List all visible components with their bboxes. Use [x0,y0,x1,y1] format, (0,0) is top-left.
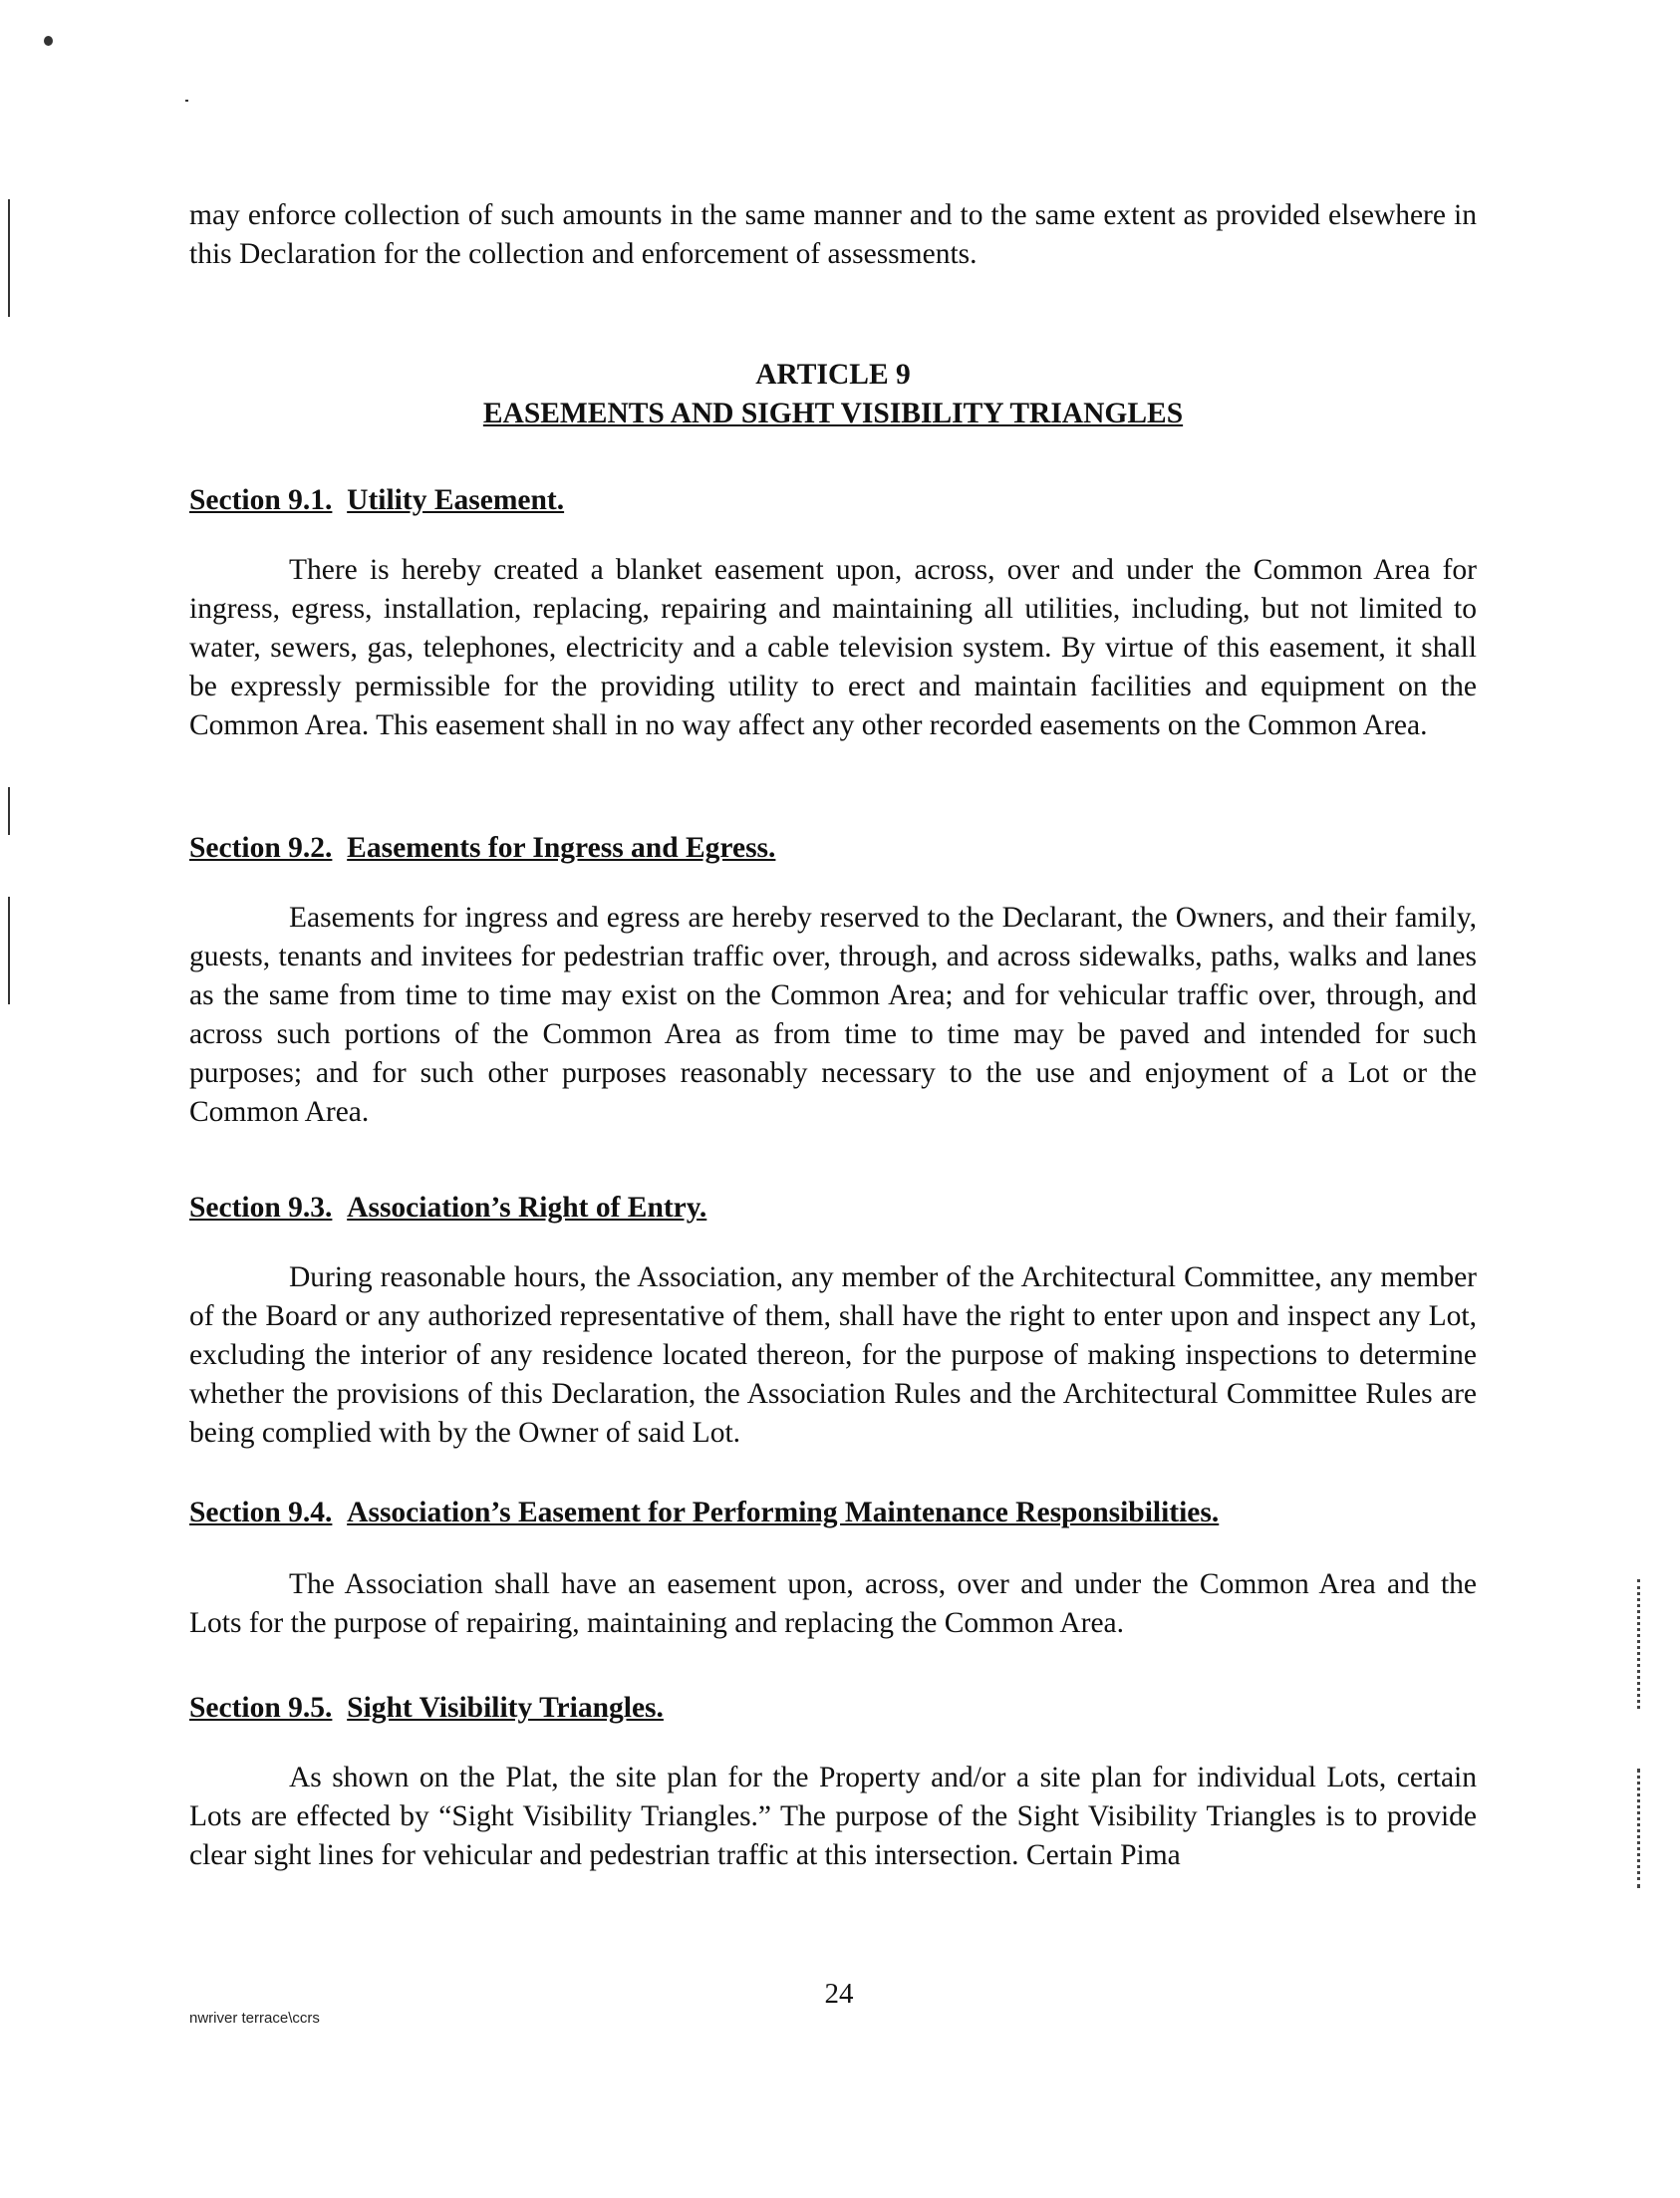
section-heading-9-2 [189,830,1485,866]
section-heading-9-1 [189,482,1485,518]
intro-paragraph: may enforce collection of such amounts in the same manner and to the same extent as provided elsewhere in this Declaration for the collection and enforcement of assessments. [189,199,1477,270]
section-title: Utility Easement. [347,484,565,516]
page-number: 24 [824,1978,854,2010]
margin-bar [8,897,10,1004]
article-header [189,356,1477,433]
section-title: Sight Visibility Triangles. [347,1692,664,1724]
section-body-9-3: During reasonable hours, the Association, any member of the Architectural Committee, any member of the Board or any authorized representative of them, shall have the right to enter upon and inspect any Lot, excluding the interior of any residence located thereon, for the purpose of making inspections to determine whether the provisions of this Declaration, the Association Rules and the Architectural Committee Rules are being complied with by the Owner of said Lot. [189,1261,1477,1449]
footer-file-path: nwriver terrace\ccrs [189,2010,320,2027]
article-title: EASEMENTS AND SIGHT VISIBILITY TRIANGLES [482,398,1184,429]
recording-stamp-mark [1629,1579,1653,1709]
section-heading-9-3 [189,1190,1485,1226]
section-body-9-4: The Association shall have an easement upon, across, over and under the Common Area and the Lots for the purpose of repairing, maintaining and replacing the Common Area. [189,1568,1477,1639]
section-title: Easements for Ingress and Egress. [347,832,776,864]
margin-bar [8,787,10,835]
section-label: Section 9.5. [189,1692,333,1724]
section-label: Section 9.1. [189,484,333,516]
section-title: Association’s Right of Entry. [347,1192,707,1224]
section-body-9-2: Easements for ingress and egress are hereby reserved to the Declarant, the Owners, and their family, guests, tenants and invitees for pedestrian traffic over, through, and across sidewalks, paths, walks and lanes as the same from time to time may exist on the Common Area; and for vehicular traffic over, through, and across such portions of the Common Area as from time to time may be paved and intended for such purposes; and for such other purposes reasonably necessary to the use and enjoyment of a Lot or the Common Area. [189,902,1477,1128]
scan-speck [185,100,188,102]
article-number: ARTICLE 9 [755,359,911,391]
section-body-9-1: There is hereby created a blanket easement upon, across, over and under the Common Area for ingress, egress, installation, replacing, repairing and maintaining all utilities, including, but not limited to water, sewers, gas, telephones, electricity and a cable television system. By virtue of this easement, it shall be expressly permissible for the providing utility to erect and maintain facilities and equipment on the Common Area. This easement shall in no way affect any other recorded easements on the Common Area. [189,554,1477,741]
scan-speck [44,36,53,46]
section-heading-9-4 [189,1495,1485,1530]
section-label: Section 9.3. [189,1192,333,1224]
section-label: Section 9.4. [189,1497,333,1528]
margin-bar [8,199,10,317]
section-body-9-5: As shown on the Plat, the site plan for the Property and/or a site plan for individual Lots, certain Lots are effected by “Sight Visibility Triangles.” The purpose of the Sight Visibility Triangles is to provide clear sight lines for vehicular and pedestrian traffic at this intersection. Certain Pima [189,1762,1477,1871]
recording-stamp-mark [1629,1769,1653,1888]
section-title: Association’s Easement for Performing Maintenance Responsibilities. [347,1497,1220,1528]
section-label: Section 9.2. [189,832,333,864]
section-heading-9-5 [189,1690,1485,1726]
